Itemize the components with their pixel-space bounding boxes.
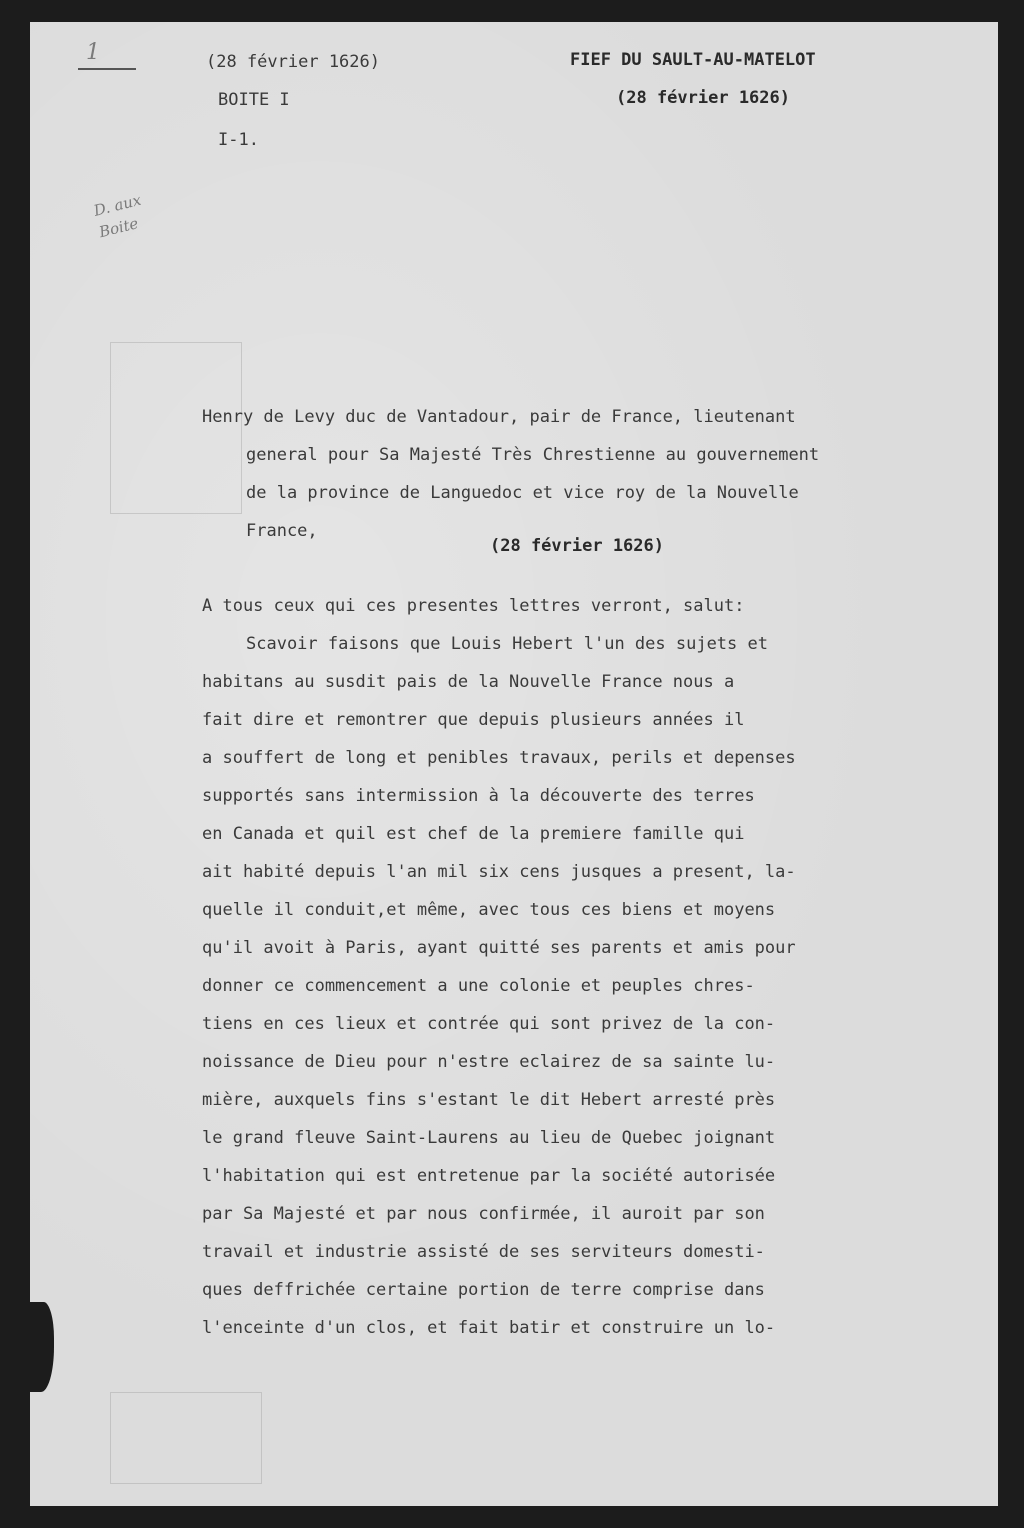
para-line-16: l'habitation qui est entretenue par la société autorisée [202,1166,776,1186]
page-number-underline [78,68,136,70]
para-line-17: par Sa Majesté et par nous confirmée, il auroit par son [202,1204,765,1224]
faint-stamp-upper [110,342,242,514]
para-line-18: travail et industrie assisté de ses serviteurs domesti- [202,1242,765,1262]
header-ref: I-1. [218,130,259,150]
para-line-13: noissance de Dieu pour n'estre eclairez de sa sainte lu- [202,1052,776,1072]
header-date-left: (28 février 1626) [206,52,380,72]
date-center: (28 février 1626) [490,536,664,556]
para-line-7: en Canada et quil est chef de la premiere famille qui [202,824,745,844]
para-line-14: mière, auxquels fins s'estant le dit Hebert arresté près [202,1090,776,1110]
para-line-8: ait habité depuis l'an mil six cens jusques a present, la- [202,862,796,882]
para-line-1: A tous ceux qui ces presentes lettres verront, salut: [202,596,745,616]
para-line-11: donner ce commencement a une colonie et peuples chres- [202,976,755,996]
intro-line-3: de la province de Languedoc et vice roy de la Nouvelle [246,483,799,503]
header-title: FIEF DU SAULT-AU-MATELOT [570,50,816,70]
faint-stamp-lower [110,1392,262,1484]
para-line-5: a souffert de long et penibles travaux, perils et depenses [202,748,796,768]
typed-sheet [30,22,998,1506]
torn-edge [28,1302,54,1392]
para-line-20: l'enceinte d'un clos, et fait batir et construire un lo- [202,1318,776,1338]
para-line-10: qu'il avoit à Paris, ayant quitté ses parents et amis pour [202,938,796,958]
para-line-2: Scavoir faisons que Louis Hebert l'un des sujets et [246,634,768,654]
intro-line-4: France, [246,521,318,541]
intro-line-1: Henry de Levy duc de Vantadour, pair de France, lieutenant [202,407,796,427]
pencil-note: D. aux Boite [91,190,143,242]
header-box: BOITE I [218,90,290,110]
header-date-right: (28 février 1626) [616,88,790,108]
para-line-3: habitans au susdit pais de la Nouvelle France nous a [202,672,735,692]
page-number: 1 [86,40,100,65]
para-line-15: le grand fleuve Saint-Laurens au lieu de Quebec joignant [202,1128,776,1148]
para-line-6: supportés sans intermission à la découverte des terres [202,786,755,806]
intro-line-2: general pour Sa Majesté Très Chrestienne au gouvernement [246,445,820,465]
para-line-4: fait dire et remontrer que depuis plusieurs années il [202,710,745,730]
para-line-12: tiens en ces lieux et contrée qui sont privez de la con- [202,1014,776,1034]
para-line-19: ques deffrichée certaine portion de terre comprise dans [202,1280,765,1300]
para-line-9: quelle il conduit,et même, avec tous ces biens et moyens [202,900,776,920]
